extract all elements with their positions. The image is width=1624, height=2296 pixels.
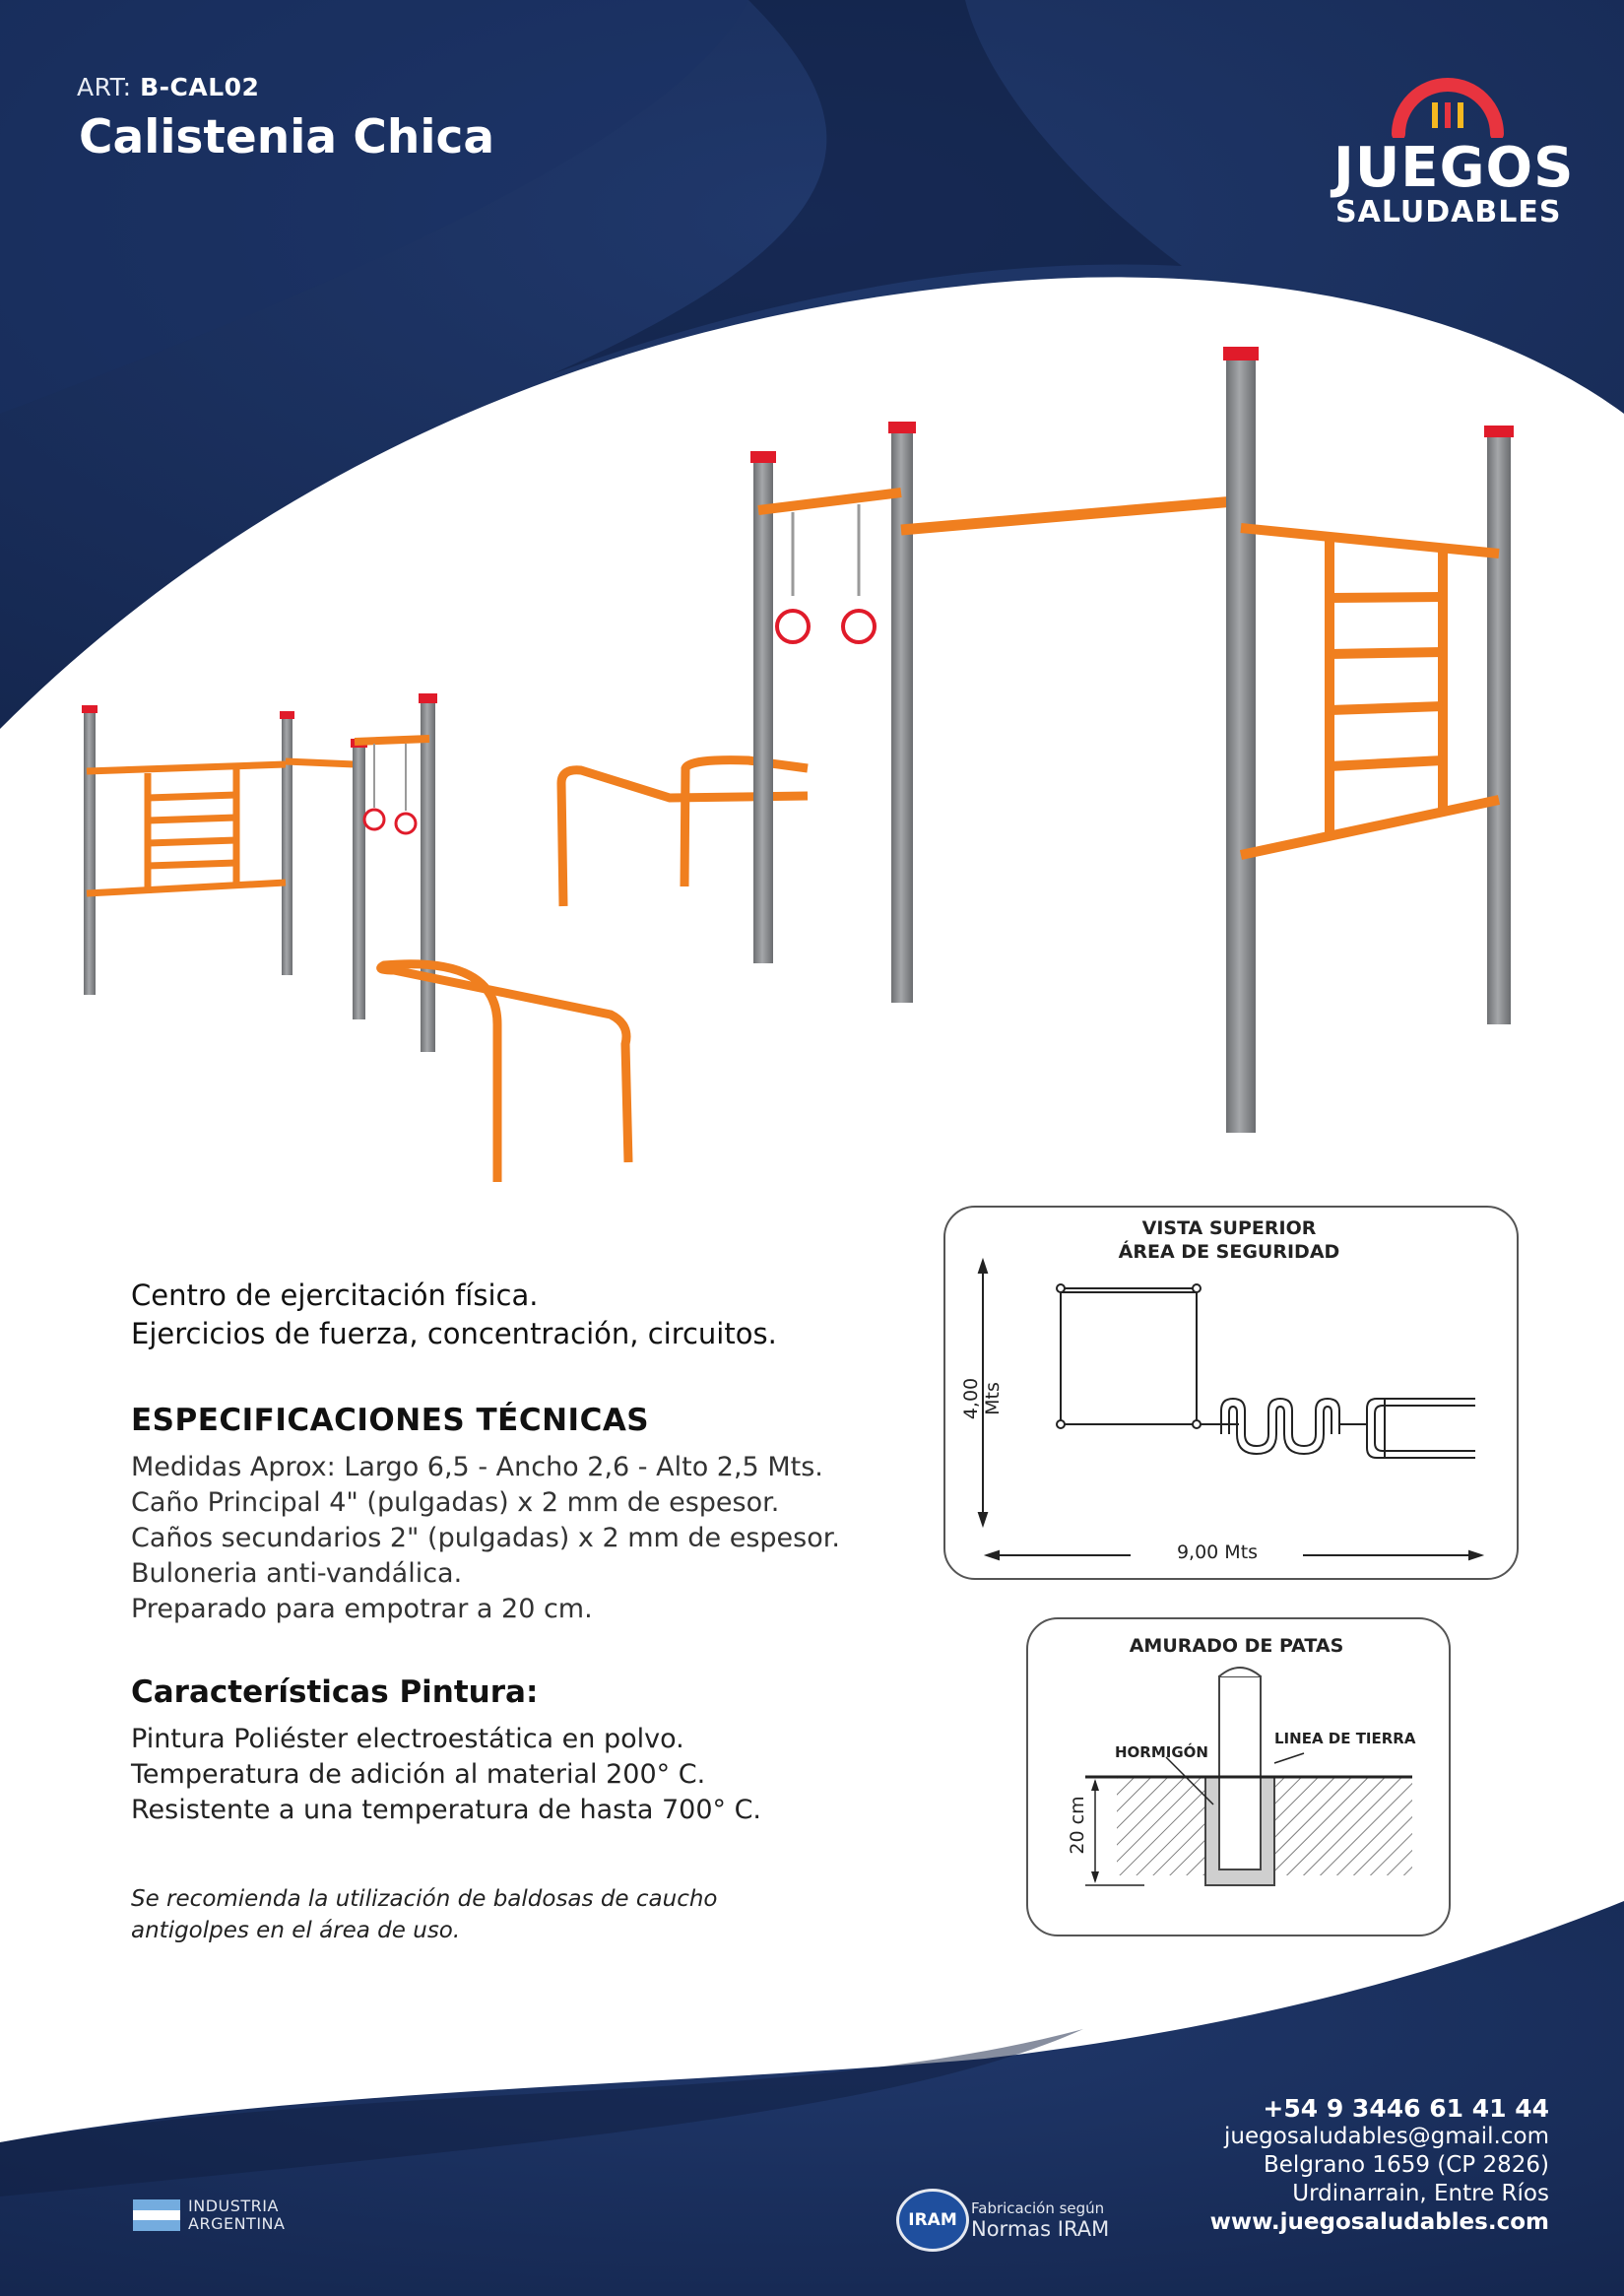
iram-seal-icon: IRAM [896, 2189, 969, 2252]
iram-line-1: Fabricación según [971, 2199, 1105, 2217]
email-address[interactable]: juegosaludables@gmail.com [1224, 2124, 1549, 2149]
specs-heading: ESPECIFICACIONES TÉCNICAS [131, 1403, 650, 1438]
paint-line: Resistente a una temperatura de hasta 700° C. [131, 1795, 762, 1825]
spec-line: Caños secundarios 2" (pulgadas) x 2 mm de espesor. [131, 1523, 840, 1553]
argentina-flag-icon [133, 2199, 180, 2231]
product-render-image [59, 335, 1536, 1202]
concrete-label: HORMIGÓN [1115, 1743, 1208, 1761]
website-link[interactable]: www.juegosaludables.com [1209, 2209, 1549, 2235]
logo-wordmark-main: JUEGOS [1333, 136, 1575, 200]
article-code [77, 73, 259, 101]
spec-line: Preparado para empotrar a 20 cm. [131, 1594, 593, 1624]
intro-line-2: Ejercicios de fuerza, concentración, circuitos. [131, 1317, 777, 1350]
anchoring-title: AMURADO DE PATAS [1129, 1635, 1344, 1657]
spec-line: Caño Principal 4" (pulgadas) x 2 mm de espesor. [131, 1487, 780, 1518]
intro-line-1: Centro de ejercitación física. [131, 1279, 539, 1312]
intro-text [131, 1277, 777, 1353]
flag-line-1: INDUSTRIA [188, 2197, 279, 2215]
city: Urdinarrain, Entre Ríos [1292, 2181, 1549, 2206]
top-view-title: VISTA SUPERIOR [1141, 1217, 1317, 1239]
width-dimension-label: 9,00 Mts [1176, 1542, 1259, 1563]
flag-line-2: ARGENTINA [188, 2214, 286, 2233]
logo-wordmark-sub: SALUDABLES [1335, 195, 1562, 230]
article-number: B-CAL02 [140, 73, 260, 101]
top-view-diagram [943, 1206, 1515, 1576]
note-line-2: antigolpes en el área de uso. [131, 1918, 461, 1943]
paint-list [131, 1722, 761, 1828]
height-dimension-label: 4,00 Mts [960, 1377, 1004, 1420]
paint-line: Pintura Poliéster electroestática en polvo. [131, 1724, 684, 1754]
anchoring-diagram [1026, 1617, 1447, 1933]
logo-arch-icon [1389, 73, 1507, 138]
street-address: Belgrano 1659 (CP 2826) [1264, 2152, 1549, 2178]
usage-note [131, 1883, 718, 1946]
iram-line-2: Normas IRAM [971, 2217, 1110, 2241]
specs-list [131, 1450, 840, 1627]
spec-line: Medidas Aprox: Largo 6,5 - Ancho 2,6 - Alto 2,5 Mts. [131, 1452, 823, 1482]
note-line-1: Se recomienda la utilización de baldosas de caucho [131, 1886, 718, 1912]
spec-line: Buloneria anti-vandálica. [131, 1558, 463, 1589]
iram-label [971, 2199, 1109, 2241]
top-view-subtitle: ÁREA DE SEGURIDAD [1118, 1241, 1340, 1263]
contact-block [1210, 2094, 1549, 2237]
ground-line-label: LINEA DE TIERRA [1274, 1730, 1416, 1747]
paint-line: Temperatura de adición al material 200° C. [131, 1759, 706, 1790]
product-title: Calistenia Chica [79, 110, 495, 164]
depth-label: 20 cm [1067, 1796, 1088, 1855]
industria-argentina-label [188, 2198, 285, 2233]
paint-heading: Características Pintura: [131, 1674, 539, 1710]
article-prefix: ART: [77, 73, 132, 101]
phone-number[interactable]: +54 9 3446 61 41 44 [1263, 2094, 1549, 2123]
